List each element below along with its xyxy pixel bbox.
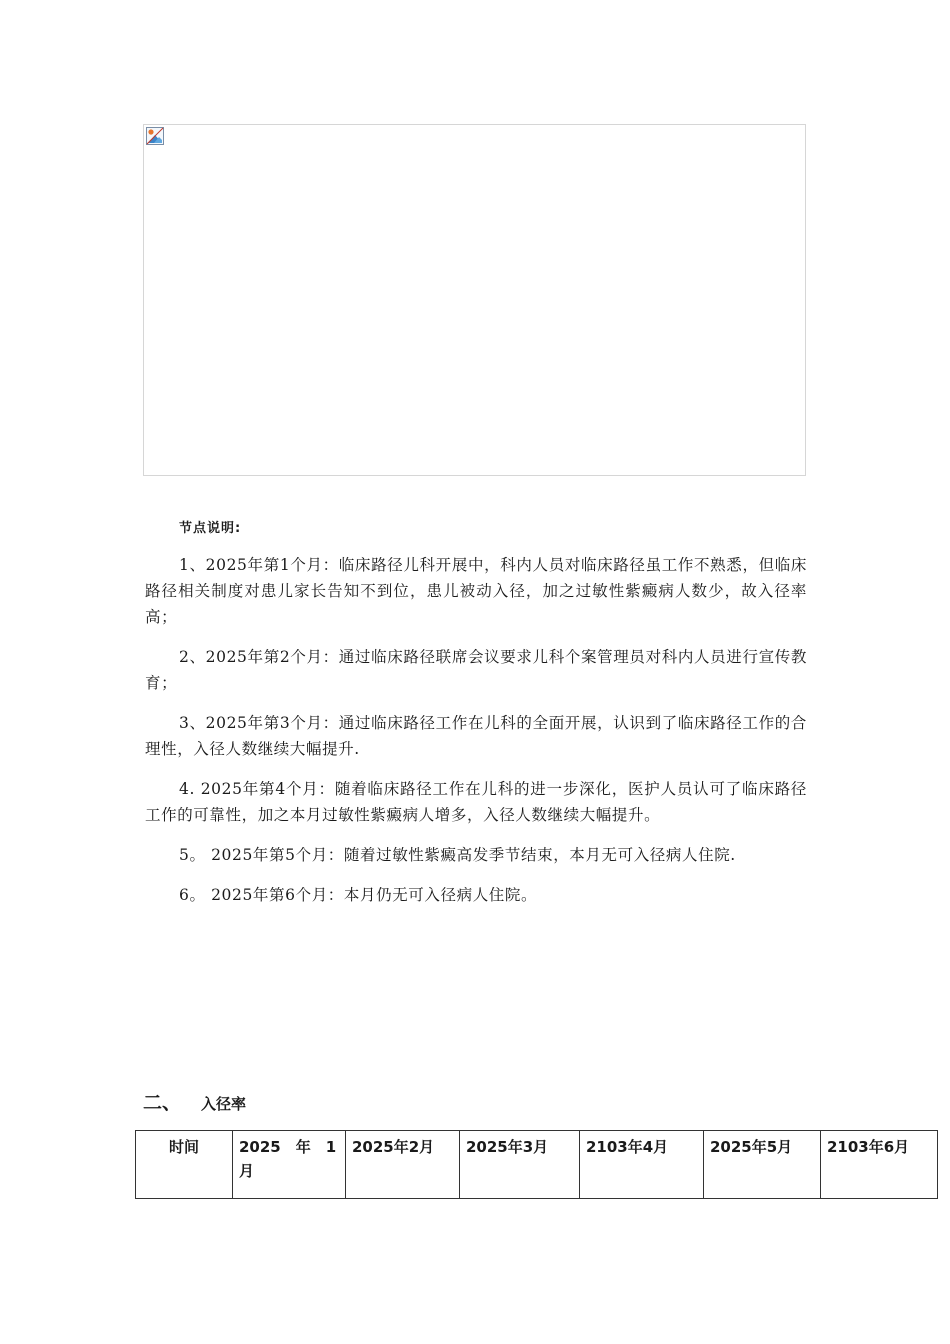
table-header-month-6: 2103年6月 [821,1131,938,1199]
table-header-time: 时间 [136,1131,233,1199]
note-item-3: 3、2025年第3个月：通过临床路径工作在儿科的全面开展，认识到了临床路径工作的合理性，入径人数继续大幅提升. [145,714,807,758]
table-header-month-5: 2025年5月 [704,1131,821,1199]
entry-rate-table [135,1130,938,1199]
table-header-month-2: 2025年2月 [346,1131,460,1199]
table-header-row [136,1131,938,1199]
section-title: 入径率 [201,1095,247,1113]
broken-image-icon [146,127,164,145]
section-number: 二、 [143,1092,182,1114]
table-header-month-1: 2025 年 1月 [233,1131,346,1199]
note-item-1: 1、2025年第1个月：临床路径儿科开展中，科内人员对临床路径虽工作不熟悉，但临床路径相关制度对患儿家长告知不到位，患儿被动入径，加之过敏性紫癜病人数少，故入径率高； [145,556,807,626]
note-item-5: 5。 2025年第5个月：随着过敏性紫癜高发季节结束，本月无可入径病人住院. [179,846,736,864]
chart-image-placeholder [143,124,806,476]
note-item-6: 6。 2025年第6个月：本月仍无可入径病人住院。 [179,886,538,904]
note-item-4: 4. 2025年第4个月：随着临床路径工作在儿科的进一步深化，医护人员认可了临床路径工作的可靠性，加之本月过敏性紫癜病人增多，入径人数继续大幅提升。 [145,780,807,824]
node-notes [145,517,807,922]
table-header-month-4: 2103年4月 [580,1131,704,1199]
note-item-2: 2、2025年第2个月：通过临床路径联席会议要求儿科个案管理员对科内人员进行宣传教育； [145,648,807,692]
section-heading [143,1088,246,1115]
table-header-month-3: 2025年3月 [460,1131,580,1199]
notes-heading: 节点说明: [179,521,242,536]
